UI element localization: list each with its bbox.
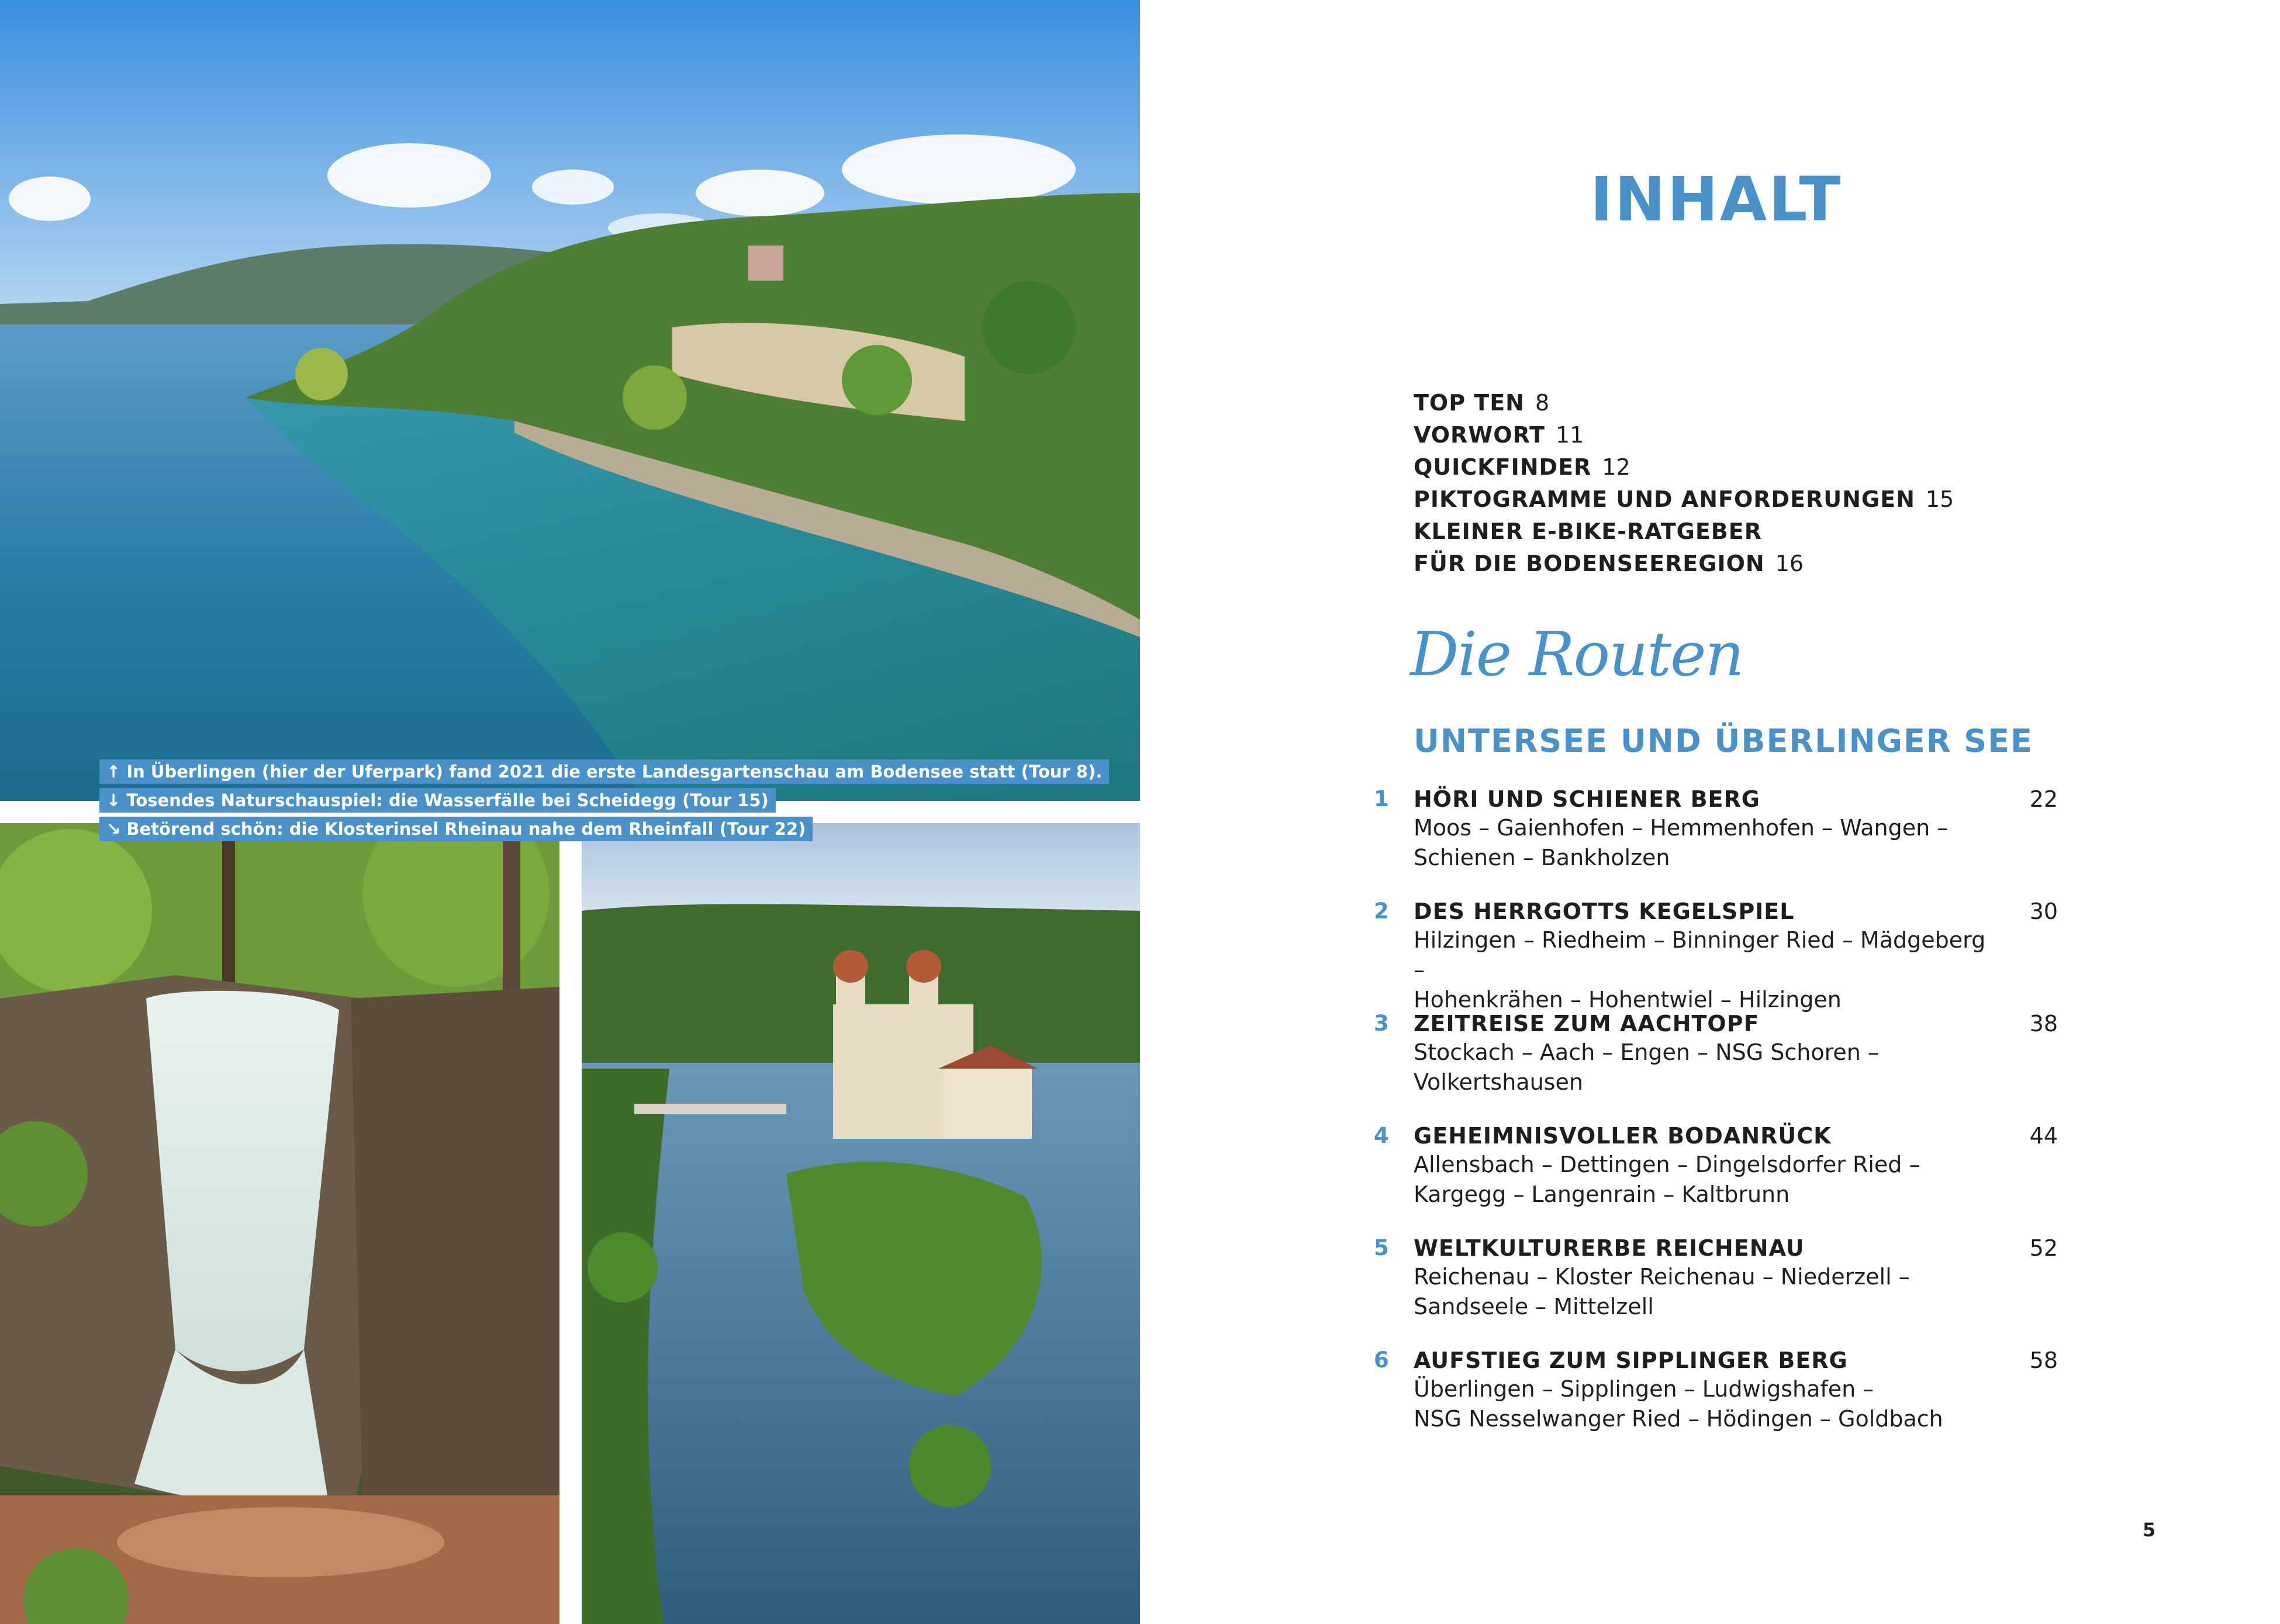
route-stops: Moos – Gaienhofen – Hemmenhofen – Wangen – Schienen – Bankholzen bbox=[1414, 815, 1949, 870]
route-page: 30 bbox=[2029, 899, 2058, 924]
route-title: HÖRI UND SCHIENER BERG bbox=[1414, 786, 1760, 812]
route-page: 52 bbox=[2029, 1235, 2058, 1261]
route-entry[interactable] bbox=[1374, 784, 2058, 877]
route-stops: Allensbach – Dettingen – Dingelsdorfer Ried – Kargegg – Langenrain – Kaltbrunn bbox=[1414, 1152, 1920, 1207]
route-number: 6 bbox=[1374, 1347, 1389, 1373]
route-number: 4 bbox=[1374, 1123, 1389, 1148]
route-stops: Reichenau – Kloster Reichenau – Niederzell – Sandseele – Mittelzell bbox=[1414, 1264, 1910, 1319]
caption-waterfall: ↓ Tosendes Naturschauspiel: die Wasserfälle bei Scheidegg (Tour 15) bbox=[99, 788, 776, 813]
route-page: 38 bbox=[2029, 1011, 2058, 1036]
route-page: 58 bbox=[2029, 1347, 2058, 1373]
route-title: WELTKULTURERBE REICHENAU bbox=[1414, 1235, 1805, 1261]
route-title: DES HERRGOTTS KEGELSPIEL bbox=[1414, 899, 1795, 924]
waterfall-photo bbox=[0, 823, 559, 1624]
routes-heading: Die Routen bbox=[1410, 618, 1743, 690]
front-item-bodenseeregion[interactable]: FÜR DIE BODENSEEREGION 16 bbox=[1414, 551, 1804, 576]
front-item-quickfinder[interactable]: QUICKFINDER 12 bbox=[1414, 454, 1630, 480]
route-entry[interactable] bbox=[1374, 1121, 2058, 1214]
front-item-ebike-ratgeber[interactable]: KLEINER E-BIKE-RATGEBER bbox=[1414, 519, 1762, 544]
front-item-piktogramme[interactable]: PIKTOGRAMME UND ANFORDERUNGEN 15 bbox=[1414, 486, 1954, 512]
contents-title: INHALT bbox=[1590, 164, 1843, 235]
route-number: 3 bbox=[1374, 1011, 1389, 1036]
route-page: 44 bbox=[2029, 1123, 2058, 1149]
section-heading: UNTERSEE UND ÜBERLINGER SEE bbox=[1414, 723, 2033, 759]
route-entry[interactable] bbox=[1374, 1008, 2058, 1102]
route-title: GEHEIMNISVOLLER BODANRÜCK bbox=[1414, 1123, 1832, 1149]
route-title: ZEITREISE ZUM AACHTOPF bbox=[1414, 1011, 1760, 1036]
route-stops: Überlingen – Sipplingen – Ludwigshafen – NSG Nesselwanger Ried – Hödingen – Goldbach bbox=[1414, 1376, 1943, 1432]
route-number: 2 bbox=[1374, 899, 1389, 924]
front-matter-list bbox=[1414, 387, 1954, 580]
front-item-vorwort[interactable]: VORWORT 11 bbox=[1414, 422, 1584, 448]
route-stops: Stockach – Aach – Engen – NSG Schoren – Volkertshausen bbox=[1414, 1039, 1879, 1095]
route-entry[interactable] bbox=[1374, 1345, 2058, 1439]
route-number: 1 bbox=[1374, 786, 1389, 811]
caption-monastery: ↘ Betörend schön: die Klosterinsel Rheinau nahe dem Rheinfall (Tour 22) bbox=[99, 817, 813, 841]
monastery-island-photo bbox=[582, 823, 1140, 1624]
route-number: 5 bbox=[1374, 1235, 1389, 1260]
route-entry[interactable] bbox=[1374, 1233, 2058, 1326]
route-page: 22 bbox=[2029, 786, 2058, 812]
route-stops: Hilzingen – Riedheim – Binninger Ried – Mädgeberg – Hohenkrähen – Hohentwiel – Hilzingen bbox=[1414, 927, 1986, 1013]
page-number: 5 bbox=[2143, 1519, 2156, 1541]
route-title: AUFSTIEG ZUM SIPPLINGER BERG bbox=[1414, 1347, 1848, 1373]
front-item-top-ten[interactable]: TOP TEN 8 bbox=[1414, 390, 1550, 416]
photo-captions bbox=[99, 759, 1109, 845]
lake-photo bbox=[0, 0, 1140, 801]
route-entry[interactable] bbox=[1374, 896, 2058, 1013]
caption-lake: ↑ In Überlingen (hier der Uferpark) fand 2021 die erste Landesgartenschau am Bodensee statt (Tour 8). bbox=[99, 759, 1109, 784]
